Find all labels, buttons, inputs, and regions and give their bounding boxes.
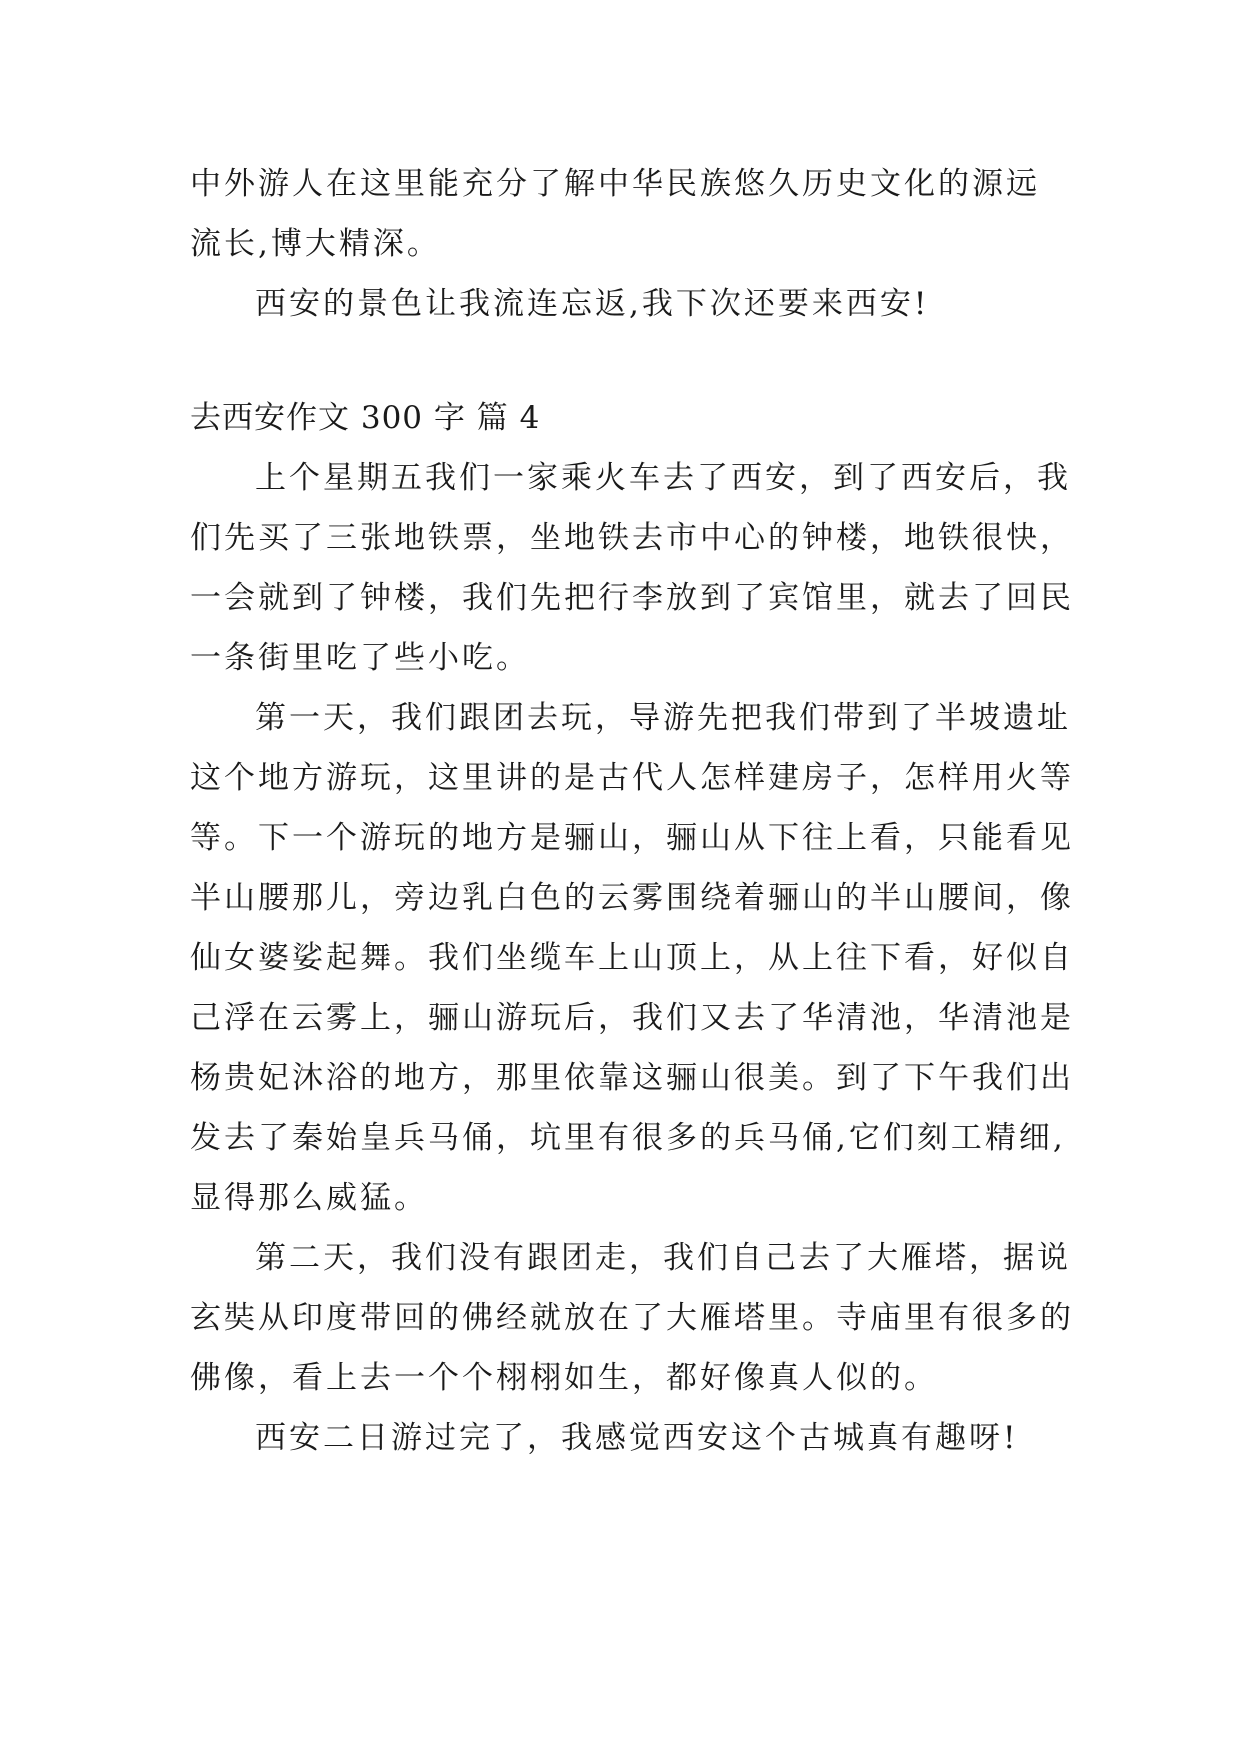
text-line: 等。下一个游玩的地方是骊山，骊山从下往上看，只能看见 xyxy=(190,820,1074,856)
text-line: 流长,博大精深。 xyxy=(190,226,441,262)
text-line: 杨贵妃沐浴的地方，那里依靠这骊山很美。到了下午我们出 xyxy=(190,1060,1074,1096)
text-line: 第一天，我们跟团去玩，导游先把我们带到了半坡遗址 xyxy=(255,700,1071,736)
closing-paragraph: 西安的景色让我流连忘返,我下次还要来西安! xyxy=(255,286,930,322)
text-line: 显得那么威猛。 xyxy=(190,1180,428,1216)
text-line: 第二天，我们没有跟团走，我们自己去了大雁塔，据说 xyxy=(255,1240,1071,1276)
text-line: 西安二日游过完了，我感觉西安这个古城真有趣呀! xyxy=(255,1420,1019,1456)
text-line: 中外游人在这里能充分了解中华民族悠久历史文化的源远 xyxy=(190,166,1040,202)
text-line: 这个地方游玩，这里讲的是古代人怎样建房子，怎样用火等 xyxy=(190,760,1074,796)
text-line: 上个星期五我们一家乘火车去了西安，到了西安后，我 xyxy=(255,460,1071,496)
text-line: 佛像，看上去一个个栩栩如生，都好像真人似的。 xyxy=(190,1360,938,1396)
text-line: 们先买了三张地铁票，坐地铁去市中心的钟楼，地铁很快， xyxy=(190,520,1074,556)
text-line: 玄奘从印度带回的佛经就放在了大雁塔里。寺庙里有很多的 xyxy=(190,1300,1074,1336)
text-line: 一条街里吃了些小吃。 xyxy=(190,640,530,676)
text-line: 己浮在云雾上，骊山游玩后，我们又去了华清池，华清池是 xyxy=(190,1000,1074,1036)
text-line: 发去了秦始皇兵马俑，坑里有很多的兵马俑,它们刻工精细, xyxy=(190,1120,1066,1156)
text-line: 一会就到了钟楼，我们先把行李放到了宾馆里，就去了回民 xyxy=(190,580,1074,616)
text-line: 仙女婆娑起舞。我们坐缆车上山顶上，从上往下看，好似自 xyxy=(190,940,1074,976)
text-line: 半山腰那儿，旁边乳白色的云雾围绕着骊山的半山腰间，像 xyxy=(190,880,1074,916)
section-heading: 去西安作文 300 字 篇 4 xyxy=(190,400,541,436)
